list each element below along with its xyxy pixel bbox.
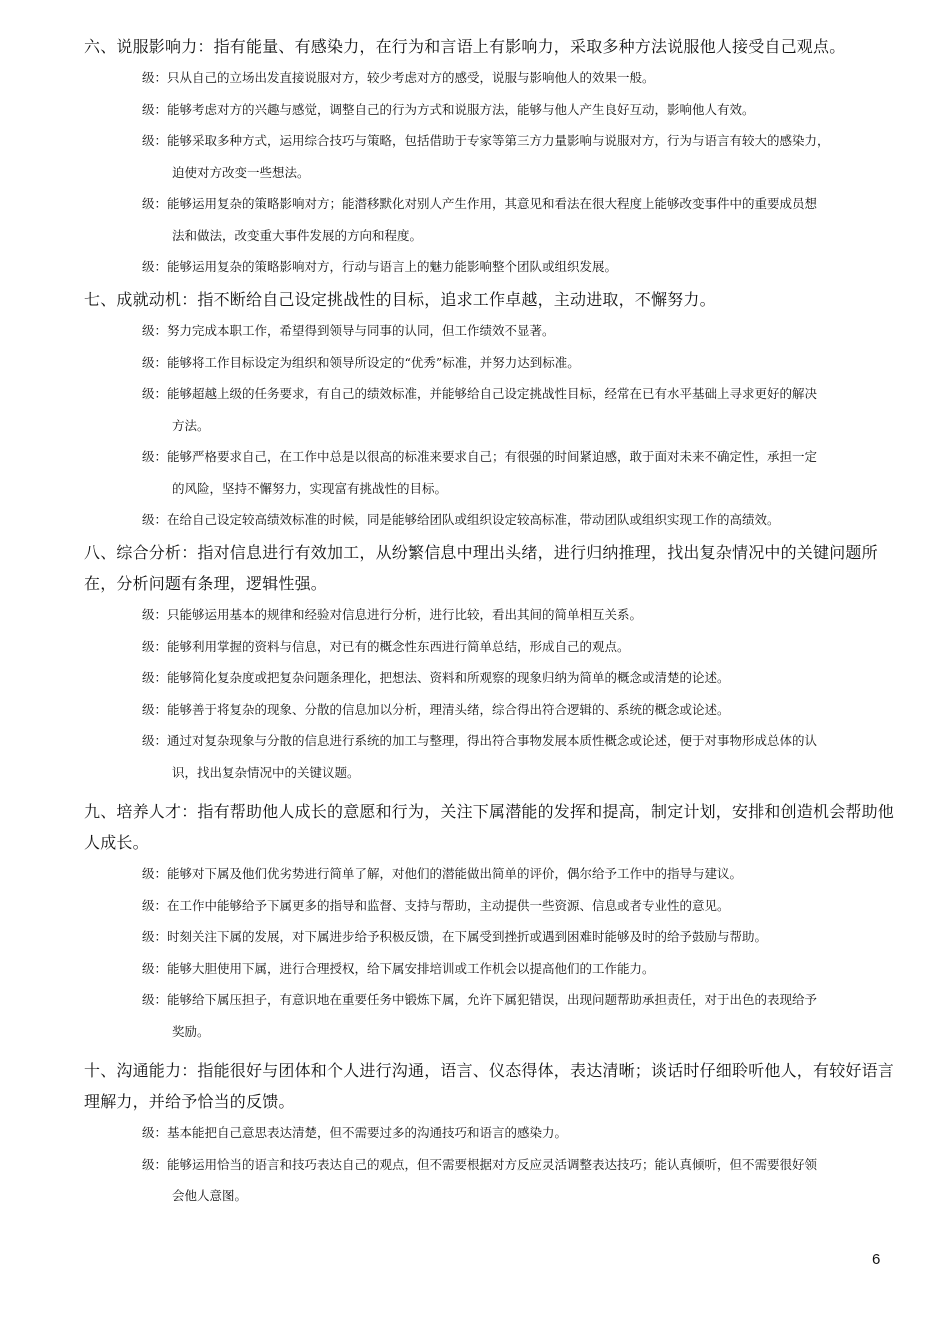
section-persuasion xyxy=(84,31,900,283)
level-item-continuation: 奖励。 xyxy=(172,1023,210,1039)
level-item-text: 级：能够超越上级的任务要求，有自己的绩效标准，并能够给自己设定挑战性目标，经常在已有水平基础上寻求更好的解决 xyxy=(142,386,818,401)
section-talent-development xyxy=(84,796,900,1047)
level-item xyxy=(84,725,900,788)
level-item-text: 级：能够运用恰当的语言和技巧表达自己的观点，但不需要根据对方反应灵活调整表达技巧；能认真倾听，但不需要很好领 xyxy=(142,1156,818,1172)
level-item-continuation: 的风险，坚持不懈努力，实现富有挑战性的目标。 xyxy=(172,480,448,496)
level-item: 级：能够善于将复杂的现象、分散的信息加以分析，理清头绪，综合得出符合逻辑的、系统的概念或论述。 xyxy=(142,701,730,717)
page-number: 6 xyxy=(872,1251,881,1268)
level-item: 级：基本能把自己意思表达清楚，但不需要过多的沟通技巧和语言的感染力。 xyxy=(142,1125,568,1140)
level-item: 级：努力完成本职工作，希望得到领导与同事的认同，但工作绩效不显著。 xyxy=(142,323,555,338)
level-item-text: 级：能够给下属压担子，有意识地在重要任务中锻炼下属，允许下属犯错误，出现问题帮助承担责任，对于出色的表现给予 xyxy=(142,992,818,1007)
level-item xyxy=(84,441,900,504)
level-item: 级：只能够运用基本的规律和经验对信息进行分析，进行比较，看出其间的简单相互关系。 xyxy=(142,607,643,622)
level-item: 级：在给自己设定较高绩效标准的时候，同是能够给团队或组织设定较高标准，带动团队或组织实现工作的高绩效。 xyxy=(142,512,780,527)
level-item-continuation: 迫使对方改变一些想法。 xyxy=(172,164,310,180)
level-item-continuation: 识，找出复杂情况中的关键议题。 xyxy=(172,764,360,780)
section-heading: 十、沟通能力：指能很好与团体和个人进行沟通，语言、仪态得体，表达清晰；谈话时仔细聆听他人，有较好语言理解力，并给予恰当的反馈。 xyxy=(84,1061,895,1111)
level-item: 级：能够运用复杂的策略影响对方，行动与语言上的魅力能影响整个团队或组织发展。 xyxy=(142,259,618,274)
level-item: 级：能够简化复杂度或把复杂问题条理化，把想法、资料和所观察的现象归纳为简单的概念或清楚的论述。 xyxy=(142,670,730,685)
level-item-text: 级：能够采取多种方式，运用综合技巧与策略，包括借助于专家等第三方力量影响与说服对方，行为与语言有较大的感染力， xyxy=(142,133,830,148)
section-heading: 七、成就动机：指不断给自己设定挑战性的目标，追求工作卓越，主动进取，不懈努力。 xyxy=(84,290,716,309)
level-item-continuation: 方法。 xyxy=(172,417,210,433)
section-heading: 九、培养人才：指有帮助他人成长的意愿和行为，关注下属潜能的发挥和提高，制定计划，安排和创造机会帮助他人成长。 xyxy=(84,802,895,852)
level-item: 级：能够大胆使用下属，进行合理授权，给下属安排培训或工作机会以提高他们的工作能力。 xyxy=(142,960,655,976)
section-communication xyxy=(84,1055,900,1212)
level-item xyxy=(84,188,900,251)
level-item-continuation: 法和做法，改变重大事件发展的方向和程度。 xyxy=(172,227,423,243)
level-item-continuation: 会他人意图。 xyxy=(172,1188,248,1203)
level-item xyxy=(84,1149,900,1212)
level-item: 级：能够考虑对方的兴趣与感觉，调整自己的行为方式和说服方法，能够与他人产生良好互动，影响他人有效。 xyxy=(142,101,755,117)
level-item xyxy=(84,984,900,1047)
section-analysis xyxy=(84,537,900,788)
level-item: 级：能够将工作目标设定为组织和领导所设定的“优秀”标准，并努力达到标准。 xyxy=(142,354,580,370)
level-item: 级：能够利用掌握的资料与信息，对已有的概念性东西进行简单总结，形成自己的观点。 xyxy=(142,638,630,654)
level-item: 级：时刻关注下属的发展，对下属进步给予积极反馈，在下属受到挫折或遇到困难时能够及时的给予鼓励与帮助。 xyxy=(142,929,768,944)
level-item: 级：能够对下属及他们优劣势进行简单了解，对他们的潜能做出简单的评价，偶尔给予工作中的指导与建议。 xyxy=(142,866,743,881)
level-item-text: 级：能够运用复杂的策略影响对方；能潜移默化对别人产生作用，其意见和看法在很大程度上能够改变事件中的重要成员想 xyxy=(142,196,818,211)
level-item: 级：只从自己的立场出发直接说服对方，较少考虑对方的感受，说服与影响他人的效果一般。 xyxy=(142,70,655,85)
section-achievement xyxy=(84,284,900,536)
section-heading: 八、综合分析：指对信息进行有效加工，从纷繁信息中理出头绪，进行归纳推理，找出复杂情况中的关键问题所在，分析问题有条理，逻辑性强。 xyxy=(84,543,878,593)
section-heading: 六、说服影响力：指有能量、有感染力，在行为和言语上有影响力，采取多种方法说服他人接受自己观点。 xyxy=(84,37,846,56)
level-item xyxy=(84,378,900,441)
level-item xyxy=(84,125,900,188)
level-item-text: 级：能够严格要求自己，在工作中总是以很高的标准来要求自己；有很强的时间紧迫感，敢于面对未来不确定性，承担一定 xyxy=(142,449,818,464)
level-item-text: 级：通过对复杂现象与分散的信息进行系统的加工与整理，得出符合事物发展本质性概念或论述，便于对事物形成总体的认 xyxy=(142,733,818,748)
level-item: 级：在工作中能够给予下属更多的指导和监督、支持与帮助，主动提供一些资源、信息或者专业性的意见。 xyxy=(142,897,730,913)
